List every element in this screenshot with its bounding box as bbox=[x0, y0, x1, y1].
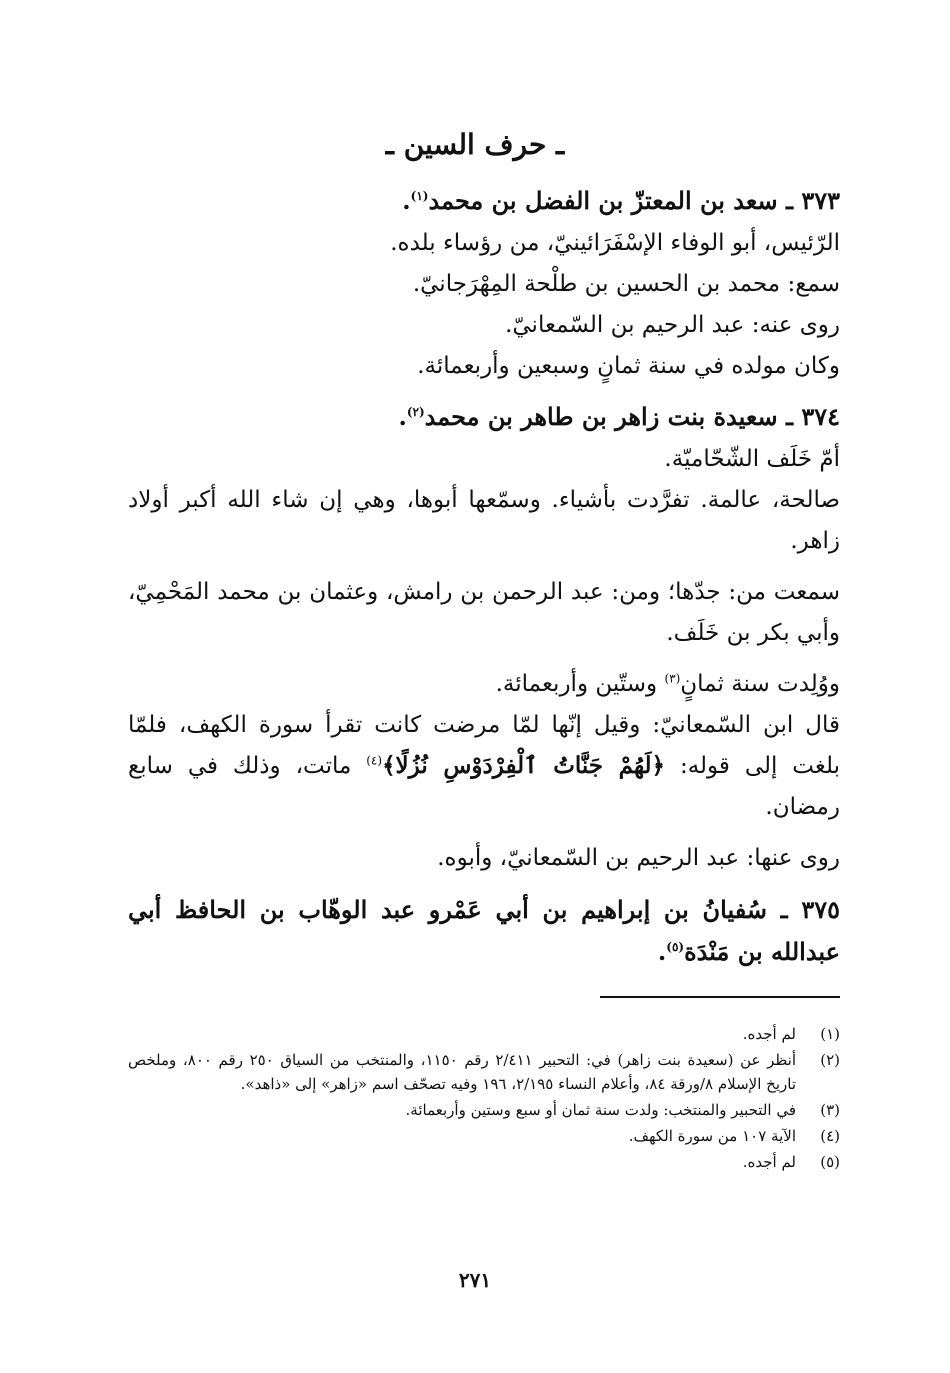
entry-374-paragraph: قال ابن السّمعانيّ: وقيل إنّها لمّا مرضت كانت تقرأ سورة الكهف، فلمّا بلغت إلى قوله: ﴿لَهُمْ جَنَّاتُ ٱلْفِرْدَوْسِ نُزُلًا﴾$^{(٤)}$ ماتت، وذلك في سابع رمضان. bbox=[128, 711, 841, 820]
entry-373-line: سمع: محمد بن الحسين بن طلْحة المِهْرَجانيّ. bbox=[412, 270, 840, 297]
entry-374-line: أمّ خَلَف الشّحّاميّة. bbox=[664, 446, 840, 473]
footnote-text: أنظر عن (سعيدة بنت زاهر) في: التحبير ٢/٤١١ رقم ١١٥٠، والمنتخب من السياق ٢٥٠ رقم ٨٠٠، وملخص تاريخ الإسلام ٨/ورقة ٨٤، وأعلام النساء ٢/١٩٥، ١٩٦ وفيه تصحّف اسم «زاهر» إلى «ذاهد». bbox=[128, 1051, 796, 1093]
footnote bbox=[128, 1150, 840, 1174]
entry-374-paragraph: صالحة، عالمة. تفرَّدت بأشياء. وسمّعها أبوها، وهي إن شاء الله أكبر أولاد زاهر. bbox=[128, 487, 840, 555]
footnote bbox=[128, 1124, 840, 1148]
footnote-number: (٢) bbox=[820, 1051, 840, 1069]
entry-373-title: ٣٧٣ ـ سعد بن المعتزّ بن الفضل بن محمد$^{(١)}$. bbox=[402, 186, 840, 215]
footnote-number: (١) bbox=[820, 1025, 840, 1043]
footnote-number: (٤) bbox=[820, 1127, 840, 1145]
footnote-text: في التحبير والمنتخب: ولدت سنة ثمان أو سبع وستين وأربعمائة. bbox=[405, 1101, 796, 1119]
entry-374-title: ٣٧٤ ـ سعيدة بنت زاهر بن طاهر بن محمد$^{(٢)}$. bbox=[398, 402, 840, 432]
footnote bbox=[128, 1022, 840, 1046]
footnotes bbox=[128, 1022, 840, 1176]
entry-373-line: وكان مولده في سنة ثمانٍ وسبعين وأربعمائة. bbox=[417, 352, 840, 379]
footnote-divider bbox=[600, 996, 840, 998]
entry-374-paragraph: ووُلِدت سنة ثمانٍ$^{(٣)}$ وستّين وأربعمائة. bbox=[495, 670, 840, 697]
footnote-number: (٣) bbox=[820, 1101, 840, 1119]
footnote-text: الآية ١٠٧ من سورة الكهف. bbox=[628, 1127, 796, 1145]
section-header: ـ حرف السين ـ bbox=[385, 128, 565, 161]
footnote bbox=[128, 1098, 840, 1122]
footnote bbox=[128, 1048, 840, 1096]
entry-374-paragraph: سمعت من: جدّها؛ ومن: عبد الرحمن بن رامش، وعثمان بن محمد المَحْمِيّ، وأبي بكر بن خَلَف. bbox=[128, 579, 840, 646]
footnote-text: لم أجده. bbox=[742, 1025, 796, 1043]
entry-373-line: روى عنه: عبد الرحيم بن السّمعانيّ. bbox=[505, 311, 840, 338]
main-text bbox=[128, 180, 840, 974]
footnote-ref: (٤) bbox=[366, 753, 383, 768]
page-number: ٢٧١ bbox=[458, 1268, 492, 1292]
entry-374-paragraph: روى عنها: عبد الرحيم بن السّمعانيّ، وأبوه. bbox=[437, 844, 840, 871]
quran-verse: ﴿لَهُمْ جَنَّاتُ ٱلْفِرْدَوْسِ نُزُلًا﴾ bbox=[382, 751, 666, 779]
entry-373-line: الرّئيس، أبو الوفاء الإسْفَرَائينيّ، من رؤساء بلده. bbox=[390, 229, 840, 256]
footnote-ref: (٥) bbox=[666, 940, 685, 955]
footnote-ref: (٢) bbox=[406, 405, 425, 420]
footnote-number: (٥) bbox=[820, 1153, 840, 1171]
footnote-text: لم أجده. bbox=[742, 1153, 796, 1171]
footnote-ref: (٣) bbox=[664, 671, 681, 686]
entry-375-title: ٣٧٥ ـ سُفيانُ بن إبراهيم بن أبي عَمْرو عبد الوهّاب بن الحافظ أبي عبدالله بن مَنْدَة$^{(٥)}$. bbox=[128, 894, 840, 967]
footnote-ref: (١) bbox=[410, 189, 429, 203]
